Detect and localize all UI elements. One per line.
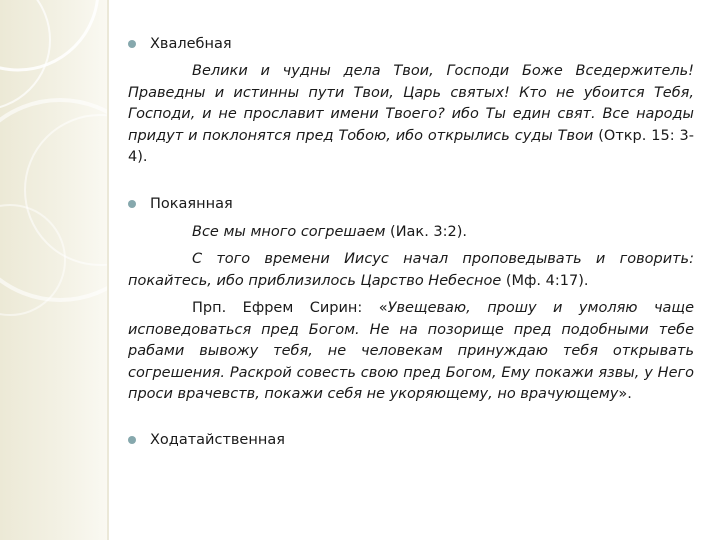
praise-paragraph	[128, 61, 694, 169]
heading-text: Ходатайственная	[150, 431, 285, 448]
bullet-icon	[128, 436, 136, 444]
scripture-quote: Все мы много согрешаем	[192, 223, 386, 240]
section-heading-intercession	[128, 430, 694, 450]
section-heading-repentance	[128, 194, 694, 214]
side-band-edge	[107, 0, 109, 540]
bullet-icon	[128, 200, 136, 208]
section-heading-praise	[128, 34, 694, 54]
heading-text: Хвалебная	[150, 36, 232, 52]
heading-text: Покаянная	[150, 195, 233, 212]
scripture-reference: (Иак. 3:2).	[385, 223, 468, 240]
slide-content	[128, 34, 694, 450]
scripture-reference: (Откр. 15: 3-4).	[128, 127, 694, 165]
saint-quote: Увещеваю, прошу и умоляю чаще исповедоваться пред Богом. Не на позорище пред подобными тебе рабами вывожу тебя, не человекам принуждаю тебя открывать согрешения. Раскрой совесть свою пред Богом, Ему покажи язвы, у Него проси врачевств, покажи себя не укоряющему, но врачующему	[128, 300, 695, 402]
repentance-paragraph-2	[128, 249, 694, 292]
quote-close: ».	[618, 386, 632, 402]
scripture-quote: С того времени Иисус начал проповедывать и говорить: покайтесь, ибо приблизилось Царство Небесное	[128, 251, 694, 289]
decorative-circles	[0, 0, 108, 540]
scripture-quote: Велики и чудны дела Твои, Господи Боже Вседержитель! Праведны и истинны пути Твои, Царь святых! Кто не убоится Тебя, Господи, и не прославит имени Твоего? ибо Ты един свят. Все народы придут и поклонятся пред Тобою, ибо открылись суды Твои	[128, 63, 694, 144]
bullet-icon	[128, 40, 136, 48]
scripture-reference: (Мф. 4:17).	[501, 272, 589, 289]
quote-attribution: Прп. Ефрем Сирин: «	[192, 300, 388, 316]
repentance-paragraph-1	[128, 222, 694, 244]
repentance-paragraph-3	[128, 298, 694, 406]
